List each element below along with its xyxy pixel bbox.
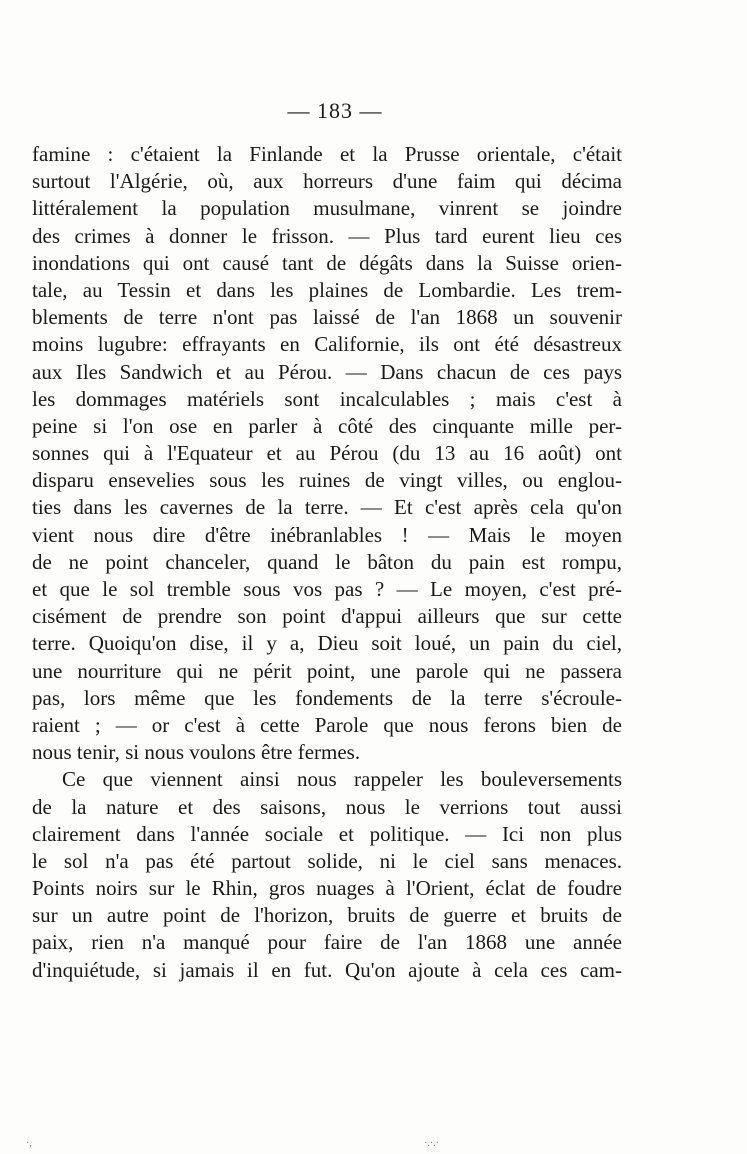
body-text bbox=[32, 141, 622, 984]
text-line: raient ; — or c'est à cette Parole que nous ferons bien de bbox=[32, 712, 622, 737]
text-line: de la nature et des saisons, nous le verrions tout aussi bbox=[32, 794, 622, 819]
text-line: moins lugubre: effrayants en Californie, ils ont été désastreux bbox=[32, 332, 622, 357]
text-line: clairement dans l'année sociale et politique. — Ici non plus bbox=[32, 821, 622, 846]
text-line: surtout l'Algérie, où, aux horreurs d'une faim qui décima bbox=[32, 169, 622, 194]
text-line: d'inquiétude, si jamais il en fut. Qu'on ajoute à cela ces cam- bbox=[32, 957, 622, 982]
text-line: vient nous dire d'être inébranlables ! — Mais le moyen bbox=[32, 522, 622, 547]
text-line: le sol n'a pas été partout solide, ni le ciel sans menaces. bbox=[32, 848, 622, 873]
paragraph-2 bbox=[32, 766, 622, 984]
text-line: paix, rien n'a manqué pour faire de l'an 1868 une année bbox=[32, 930, 622, 955]
scan-speck: ·.·.· bbox=[424, 1138, 439, 1149]
text-line: inondations qui ont causé tant de dégâts dans la Suisse orien- bbox=[32, 250, 622, 275]
text-line: Ce que viennent ainsi nous rappeler les bouleversements bbox=[62, 767, 622, 792]
text-line: disparu ensevelies sous les ruines de vingt villes, ou englou- bbox=[32, 468, 622, 493]
text-line: sur un autre point de l'horizon, bruits de guerre et bruits de bbox=[32, 903, 622, 928]
text-line: tale, au Tessin et dans les plaines de Lombardie. Les trem- bbox=[32, 277, 622, 302]
text-line: terre. Quoiqu'on dise, il y a, Dieu soit loué, un pain du ciel, bbox=[32, 631, 622, 656]
text-line: aux Iles Sandwich et au Pérou. — Dans chacun de ces pays bbox=[32, 359, 622, 384]
text-line: peine si l'on ose en parler à côté des cinquante mille per- bbox=[32, 413, 622, 438]
text-line: les dommages matériels sont incalculables ; mais c'est à bbox=[32, 386, 622, 411]
text-line: pas, lors même que les fondements de la terre s'écroule- bbox=[32, 685, 622, 710]
text-line: blements de terre n'ont pas laissé de l'an 1868 un souvenir bbox=[32, 305, 622, 330]
text-line: et que le sol tremble sous vos pas ? — Le moyen, c'est pré- bbox=[32, 577, 622, 601]
page-number: — 183 — bbox=[287, 98, 383, 123]
text-line: des crimes à donner le frisson. — Plus tard eurent lieu ces bbox=[32, 223, 622, 248]
text-line: sonnes qui à l'Equateur et au Pérou (du 13 au 16 août) ont bbox=[32, 441, 622, 466]
paragraph-1 bbox=[32, 141, 622, 766]
text-line: une nourriture qui ne périt point, une parole qui ne passera bbox=[32, 658, 622, 683]
text-line: de ne point chanceler, quand le bâton du pain est rompu, bbox=[32, 549, 622, 574]
scan-speck: ·, bbox=[26, 1138, 32, 1149]
text-line: ties dans les cavernes de la terre. — Et c'est après cela qu'on bbox=[32, 495, 622, 520]
text-line: famine : c'étaient la Finlande et la Prusse orientale, c'était bbox=[32, 142, 622, 166]
text-line: cisément de prendre son point d'appui ailleurs que sur cette bbox=[32, 604, 622, 629]
text-line: nous tenir, si nous voulons être fermes. bbox=[32, 740, 361, 765]
text-line: Points noirs sur le Rhin, gros nuages à l'Orient, éclat de foudre bbox=[32, 876, 622, 901]
text-line: littéralement la population musulmane, vinrent se joindre bbox=[32, 196, 622, 221]
